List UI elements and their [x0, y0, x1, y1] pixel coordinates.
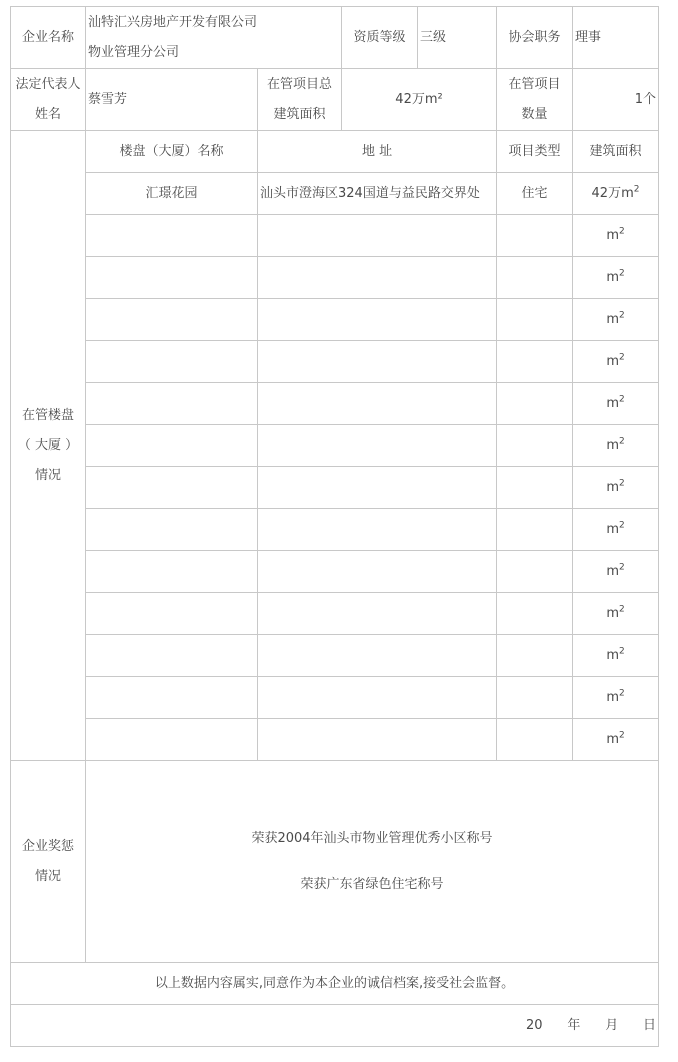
area-unit-base: m: [606, 269, 619, 285]
empty-type-cell: [497, 257, 573, 299]
project-count-label-line1: 在管项目: [508, 76, 561, 92]
area-unit-sup: 2: [618, 604, 625, 615]
projects-section-label-line1: 在管楼盘: [21, 407, 74, 423]
empty-type-cell: [497, 383, 573, 425]
area-unit-cell: [573, 677, 659, 719]
empty-address-cell: [258, 341, 497, 383]
project-type: 住宅: [497, 173, 573, 215]
area-unit-sup: 2: [618, 436, 625, 447]
date-month-label: 月: [605, 1017, 619, 1033]
empty-address-cell: [258, 593, 497, 635]
col-header-area: 建筑面积: [573, 131, 659, 173]
area-unit-base: m: [606, 605, 619, 621]
area-unit-sup: 2: [618, 562, 625, 573]
area-unit-cell: [573, 341, 659, 383]
col-header-type: 项目类型: [497, 131, 573, 173]
project-area: [573, 173, 659, 215]
empty-project-row: [11, 341, 659, 383]
empty-address-cell: [258, 635, 497, 677]
empty-address-cell: [258, 383, 497, 425]
empty-project-row: [11, 425, 659, 467]
empty-name-cell: [86, 467, 258, 509]
company-label: 企业名称: [11, 7, 86, 69]
area-unit-sup: 2: [618, 520, 625, 531]
area-unit-cell: [573, 635, 659, 677]
rep-name: 蔡雪芳: [86, 69, 258, 131]
rep-label-line2: 姓名: [34, 106, 61, 122]
empty-project-row: [11, 257, 659, 299]
area-unit-base: m: [606, 395, 619, 411]
empty-type-cell: [497, 299, 573, 341]
area-unit-cell: [573, 257, 659, 299]
projects-section-label: [11, 131, 86, 761]
empty-type-cell: [497, 551, 573, 593]
total-area-value: 42万m²: [342, 69, 497, 131]
empty-name-cell: [86, 551, 258, 593]
total-area-label-line2: 建筑面积: [273, 106, 326, 122]
project-area-value: 42万m: [591, 185, 634, 201]
col-header-address: 地 址: [258, 131, 497, 173]
area-unit-base: m: [606, 437, 619, 453]
area-unit-base: m: [606, 563, 619, 579]
area-unit-base: m: [606, 647, 619, 663]
project-row: [11, 173, 659, 215]
empty-name-cell: [86, 425, 258, 467]
association-label: 协会职务: [497, 7, 573, 69]
qualification-label: 资质等级: [342, 7, 418, 69]
awards-label-line1: 企业奖惩: [21, 838, 74, 854]
rep-label-line1: 法定代表人: [15, 76, 81, 92]
empty-name-cell: [86, 383, 258, 425]
area-unit-base: m: [606, 689, 619, 705]
qualification-value: 三级: [418, 7, 497, 69]
empty-name-cell: [86, 719, 258, 761]
area-unit-cell: [573, 425, 659, 467]
total-area-label: [258, 69, 342, 131]
area-unit-cell: [573, 719, 659, 761]
empty-address-cell: [258, 467, 497, 509]
empty-type-cell: [497, 215, 573, 257]
declaration-text: 以上数据内容属实,同意作为本企业的诚信档案,接受社会监督。: [11, 963, 659, 1005]
project-count-label-line2: 数量: [521, 106, 548, 122]
area-unit-sup: 2: [618, 688, 625, 699]
empty-project-row: [11, 677, 659, 719]
empty-name-cell: [86, 341, 258, 383]
area-unit-base: m: [606, 479, 619, 495]
empty-name-cell: [86, 593, 258, 635]
award-item-2: 荣获广东省绿色住宅称号: [300, 876, 444, 892]
company-name: [86, 7, 342, 69]
company-name-line1: 汕特汇兴房地产开发有限公司: [88, 14, 258, 30]
empty-type-cell: [497, 635, 573, 677]
empty-project-row: [11, 467, 659, 509]
empty-type-cell: [497, 509, 573, 551]
company-name-line2: 物业管理分公司: [88, 44, 180, 60]
projects-section-label-line2: （ 大厦 ）: [17, 437, 79, 453]
area-unit-sup: 2: [618, 478, 625, 489]
empty-name-cell: [86, 677, 258, 719]
empty-type-cell: [497, 677, 573, 719]
empty-project-row: [11, 299, 659, 341]
awards-content: [86, 761, 659, 963]
empty-project-row: [11, 383, 659, 425]
area-unit-cell: [573, 215, 659, 257]
area-unit-base: m: [606, 227, 619, 243]
total-area-label-line1: 在管项目总: [267, 76, 333, 92]
empty-name-cell: [86, 509, 258, 551]
declaration-row: [11, 963, 659, 1005]
date-year-label: 年: [567, 1017, 581, 1033]
area-unit-sup: 2: [618, 310, 625, 321]
empty-project-row: [11, 509, 659, 551]
empty-type-cell: [497, 593, 573, 635]
project-name: 汇璟花园: [86, 173, 258, 215]
empty-project-row: [11, 551, 659, 593]
empty-type-cell: [497, 341, 573, 383]
rep-row: [11, 69, 659, 131]
area-unit-cell: [573, 509, 659, 551]
col-header-name: 楼盘（大厦）名称: [86, 131, 258, 173]
awards-label-line2: 情况: [34, 868, 61, 884]
area-unit-base: m: [606, 311, 619, 327]
awards-label: [11, 761, 86, 963]
area-unit-sup: 2: [618, 394, 625, 405]
date-cell: [11, 1005, 659, 1047]
empty-name-cell: [86, 299, 258, 341]
date-day-label: 日: [643, 1017, 657, 1033]
empty-project-row: [11, 635, 659, 677]
empty-address-cell: [258, 551, 497, 593]
project-count-value: 1个: [573, 69, 659, 131]
project-area-sup: 2: [633, 184, 640, 195]
empty-type-cell: [497, 719, 573, 761]
area-unit-sup: 2: [618, 268, 625, 279]
area-unit-sup: 2: [618, 730, 625, 741]
award-item-1: 荣获2004年汕头市物业管理优秀小区称号: [251, 830, 493, 846]
area-unit-sup: 2: [618, 352, 625, 363]
area-unit-cell: [573, 383, 659, 425]
area-unit-base: m: [606, 521, 619, 537]
area-unit-cell: [573, 467, 659, 509]
area-unit-cell: [573, 593, 659, 635]
rep-label: [11, 69, 86, 131]
empty-type-cell: [497, 425, 573, 467]
empty-address-cell: [258, 425, 497, 467]
area-unit-sup: 2: [618, 226, 625, 237]
area-unit-base: m: [606, 353, 619, 369]
projects-section-label-line3: 情况: [34, 467, 61, 483]
empty-project-row: [11, 593, 659, 635]
date-year-prefix: 20: [526, 1017, 543, 1033]
date-row: [11, 1005, 659, 1047]
empty-address-cell: [258, 299, 497, 341]
association-value: 理事: [573, 7, 659, 69]
empty-address-cell: [258, 719, 497, 761]
empty-address-cell: [258, 257, 497, 299]
integrity-record-form: [10, 6, 659, 1047]
empty-project-row: [11, 719, 659, 761]
empty-name-cell: [86, 215, 258, 257]
project-count-label: [497, 69, 573, 131]
area-unit-sup: 2: [618, 646, 625, 657]
area-unit-cell: [573, 299, 659, 341]
company-row: [11, 7, 659, 69]
empty-name-cell: [86, 257, 258, 299]
awards-row: [11, 761, 659, 963]
area-unit-base: m: [606, 731, 619, 747]
empty-address-cell: [258, 215, 497, 257]
empty-address-cell: [258, 677, 497, 719]
empty-project-row: [11, 215, 659, 257]
empty-name-cell: [86, 635, 258, 677]
projects-header-row: [11, 131, 659, 173]
project-address: 汕头市澄海区324国道与益民路交界处: [258, 173, 497, 215]
area-unit-cell: [573, 551, 659, 593]
empty-type-cell: [497, 467, 573, 509]
empty-address-cell: [258, 509, 497, 551]
